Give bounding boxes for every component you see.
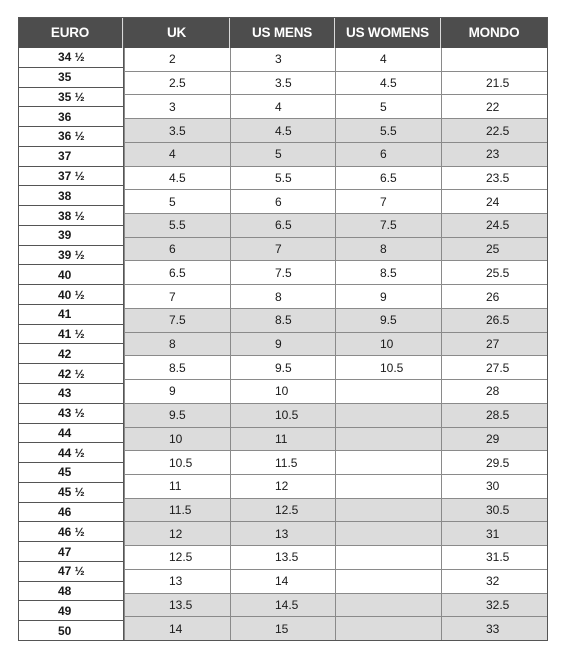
mondo-size-cell: 29.5 [441,451,548,475]
euro-size-cell: 42 [18,345,123,365]
mondo-size-cell: 22.5 [441,119,548,143]
uk-size-cell: 12 [124,522,230,546]
us-mens-size-cell: 8.5 [230,309,335,333]
us-womens-size-cell: 10 [335,333,441,357]
us-womens-size-cell [335,380,441,404]
us-mens-size-cell: 6.5 [230,214,335,238]
mondo-size-cell: 29 [441,428,548,452]
mondo-size-cell: 30.5 [441,499,548,523]
euro-size-cell: 42 ½ [18,364,123,384]
us-womens-size-cell [335,522,441,546]
us-mens-size-cell: 5 [230,143,335,167]
us-womens-size-cell: 4.5 [335,72,441,96]
uk-size-cell: 9 [124,380,230,404]
uk-size-cell: 6 [124,238,230,262]
us-womens-size-cell: 8.5 [335,261,441,285]
us-womens-size-cell: 10.5 [335,356,441,380]
uk-size-cell: 11 [124,475,230,499]
us-womens-size-cell: 6 [335,143,441,167]
euro-size-cell: 44 ½ [18,443,123,463]
uk-size-cell: 8.5 [124,356,230,380]
us-mens-size-cell: 11 [230,428,335,452]
us-mens-size-cell: 13 [230,522,335,546]
us-mens-size-cell: 14.5 [230,594,335,618]
euro-size-cell: 40 ½ [18,285,123,305]
uk-size-cell: 10 [124,428,230,452]
euro-size-cell: 47 ½ [18,562,123,582]
us-mens-size-cell: 3.5 [230,72,335,96]
us-mens-size-cell: 9.5 [230,356,335,380]
uk-size-cell: 12.5 [124,546,230,570]
euro-size-cell: 36 ½ [18,127,123,147]
us-mens-header: US MENS [230,17,335,48]
us-womens-header: US WOMENS [335,17,441,48]
euro-size-cell: 46 ½ [18,522,123,542]
us-womens-size-cell [335,546,441,570]
uk-size-cell: 10.5 [124,451,230,475]
mondo-size-cell: 21.5 [441,72,548,96]
us-womens-size-cell [335,404,441,428]
mondo-size-cell [441,48,548,72]
us-womens-size-cell: 7 [335,190,441,214]
us-womens-size-cell [335,428,441,452]
us-mens-size-cell: 12.5 [230,499,335,523]
mondo-size-cell: 24 [441,190,548,214]
euro-size-cell: 38 ½ [18,206,123,226]
euro-size-cell: 40 [18,265,123,285]
uk-size-cell: 13.5 [124,594,230,618]
uk-size-cell: 4.5 [124,167,230,191]
us-mens-size-cell: 12 [230,475,335,499]
us-womens-size-cell [335,451,441,475]
mondo-size-cell: 23 [441,143,548,167]
mondo-size-cell: 22 [441,95,548,119]
euro-size-cell: 43 [18,384,123,404]
us-womens-size-cell [335,594,441,618]
mondo-size-cell: 33 [441,617,548,641]
mondo-size-cell: 26.5 [441,309,548,333]
us-womens-size-cell: 9.5 [335,309,441,333]
us-mens-size-cell: 5.5 [230,167,335,191]
mondo-size-cell: 25 [441,238,548,262]
us-mens-size-cell: 8 [230,285,335,309]
mondo-size-cell: 32.5 [441,594,548,618]
euro-size-cell: 41 ½ [18,325,123,345]
uk-size-cell: 7.5 [124,309,230,333]
us-mens-size-cell: 4.5 [230,119,335,143]
euro-size-cell: 45 [18,463,123,483]
mondo-size-cell: 26 [441,285,548,309]
uk-size-cell: 2 [124,48,230,72]
uk-size-cell: 7 [124,285,230,309]
mondo-size-cell: 24.5 [441,214,548,238]
mondo-size-cell: 23.5 [441,167,548,191]
uk-header: UK [124,17,230,48]
euro-size-cell: 50 [18,621,123,641]
us-womens-size-cell: 6.5 [335,167,441,191]
us-womens-size-cell: 8 [335,238,441,262]
mondo-size-cell: 31 [441,522,548,546]
mondo-size-cell: 27.5 [441,356,548,380]
us-mens-size-cell: 14 [230,570,335,594]
us-mens-size-cell: 15 [230,617,335,641]
us-womens-size-cell: 5 [335,95,441,119]
us-womens-size-cell [335,499,441,523]
euro-size-cell: 34 ½ [18,48,123,68]
euro-size-cell: 45 ½ [18,483,123,503]
us-womens-size-cell [335,570,441,594]
mondo-size-cell: 30 [441,475,548,499]
shoe-size-chart [18,17,548,641]
euro-size-cell: 47 [18,542,123,562]
uk-size-cell: 3.5 [124,119,230,143]
us-mens-size-cell: 10.5 [230,404,335,428]
euro-size-cell: 44 [18,424,123,444]
euro-size-cell: 35 ½ [18,88,123,108]
us-mens-size-cell: 7.5 [230,261,335,285]
uk-size-cell: 11.5 [124,499,230,523]
uk-size-cell: 4 [124,143,230,167]
us-mens-size-cell: 11.5 [230,451,335,475]
us-mens-size-cell: 7 [230,238,335,262]
euro-size-cell: 43 ½ [18,404,123,424]
euro-size-cell: 37 [18,147,123,167]
euro-size-cell: 41 [18,305,123,325]
uk-size-cell: 9.5 [124,404,230,428]
us-womens-size-cell: 4 [335,48,441,72]
mondo-header: MONDO [441,17,548,48]
mondo-size-cell: 28 [441,380,548,404]
euro-size-cell: 37 ½ [18,167,123,187]
mondo-size-cell: 27 [441,333,548,357]
euro-size-cell: 36 [18,107,123,127]
uk-size-cell: 6.5 [124,261,230,285]
us-womens-size-cell: 7.5 [335,214,441,238]
us-mens-size-cell: 3 [230,48,335,72]
euro-size-cell: 49 [18,601,123,621]
uk-size-cell: 3 [124,95,230,119]
euro-size-cell: 39 [18,226,123,246]
us-womens-size-cell: 9 [335,285,441,309]
euro-header: EURO [18,17,123,48]
euro-size-cell: 35 [18,68,123,88]
uk-size-cell: 8 [124,333,230,357]
us-womens-size-cell [335,617,441,641]
mondo-size-cell: 31.5 [441,546,548,570]
euro-size-cell: 39 ½ [18,246,123,266]
us-mens-size-cell: 13.5 [230,546,335,570]
mondo-size-cell: 25.5 [441,261,548,285]
us-womens-size-cell: 5.5 [335,119,441,143]
uk-size-cell: 5.5 [124,214,230,238]
uk-size-cell: 14 [124,617,230,641]
uk-size-cell: 13 [124,570,230,594]
us-mens-size-cell: 9 [230,333,335,357]
us-mens-size-cell: 6 [230,190,335,214]
euro-size-cell: 38 [18,186,123,206]
euro-size-cell: 46 [18,503,123,523]
mondo-size-cell: 28.5 [441,404,548,428]
us-mens-size-cell: 10 [230,380,335,404]
uk-size-cell: 2.5 [124,72,230,96]
us-womens-size-cell [335,475,441,499]
us-mens-size-cell: 4 [230,95,335,119]
euro-size-cell: 48 [18,582,123,602]
mondo-size-cell: 32 [441,570,548,594]
uk-size-cell: 5 [124,190,230,214]
